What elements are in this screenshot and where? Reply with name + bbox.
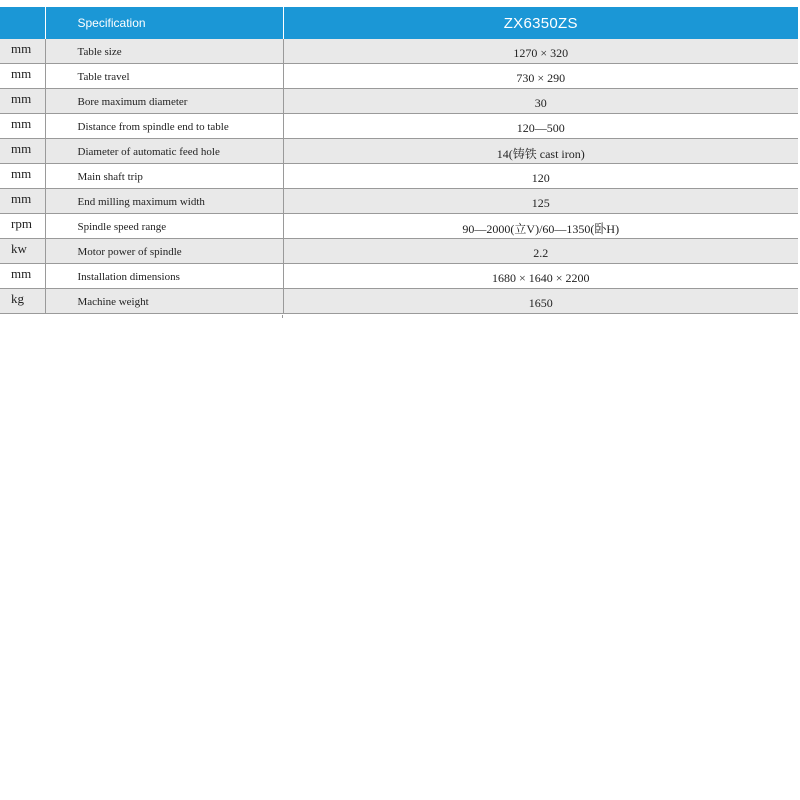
- spec-value-cell: 120: [283, 164, 798, 189]
- table-row: [0, 189, 798, 214]
- spec-value-cell: 730 × 290: [283, 64, 798, 89]
- table-row: [0, 214, 798, 239]
- unit-cell: mm: [0, 89, 45, 114]
- table-row: [0, 39, 798, 64]
- unit-cell: mm: [0, 164, 45, 189]
- table-row: [0, 164, 798, 189]
- spec-name-cell: Diameter of automatic feed hole: [45, 139, 283, 164]
- spec-value-cell: 2.2: [283, 239, 798, 264]
- spec-table-header: [0, 7, 798, 39]
- spec-name-cell: Motor power of spindle: [45, 239, 283, 264]
- unit-cell: kw: [0, 239, 45, 264]
- header-specification-cell: Specification: [45, 7, 283, 39]
- spec-value-cell: 1680 × 1640 × 2200: [283, 264, 798, 289]
- spec-table: [0, 7, 798, 314]
- table-row: [0, 64, 798, 89]
- table-row: [0, 264, 798, 289]
- spec-name-cell: Distance from spindle end to table: [45, 114, 283, 139]
- spec-value-cell: 90—2000(立V)/60—1350(卧H): [283, 214, 798, 239]
- header-model-cell: ZX6350ZS: [283, 7, 798, 39]
- header-row: [0, 7, 798, 39]
- spec-table-body: [0, 39, 798, 314]
- spec-value-cell: 1650: [283, 289, 798, 314]
- column-divider-tail: [282, 315, 283, 318]
- table-row: [0, 114, 798, 139]
- spec-value-cell: 125: [283, 189, 798, 214]
- table-row: [0, 139, 798, 164]
- unit-cell: mm: [0, 189, 45, 214]
- spec-name-cell: Table travel: [45, 64, 283, 89]
- unit-cell: mm: [0, 39, 45, 64]
- spec-name-cell: Machine weight: [45, 289, 283, 314]
- spec-value-cell: 120—500: [283, 114, 798, 139]
- table-row: [0, 239, 798, 264]
- table-row: [0, 89, 798, 114]
- spec-name-cell: Spindle speed range: [45, 214, 283, 239]
- spec-value-cell: 14(铸铁 cast iron): [283, 139, 798, 164]
- spec-name-cell: End milling maximum width: [45, 189, 283, 214]
- unit-cell: mm: [0, 139, 45, 164]
- spec-name-cell: Installation dimensions: [45, 264, 283, 289]
- unit-cell: mm: [0, 64, 45, 89]
- spec-value-cell: 30: [283, 89, 798, 114]
- table-row: [0, 289, 798, 314]
- unit-cell: rpm: [0, 214, 45, 239]
- unit-cell: mm: [0, 114, 45, 139]
- header-unit-cell: [0, 7, 45, 39]
- spec-value-cell: 1270 × 320: [283, 39, 798, 64]
- unit-cell: mm: [0, 264, 45, 289]
- unit-cell: kg: [0, 289, 45, 314]
- spec-name-cell: Main shaft trip: [45, 164, 283, 189]
- spec-name-cell: Table size: [45, 39, 283, 64]
- spec-name-cell: Bore maximum diameter: [45, 89, 283, 114]
